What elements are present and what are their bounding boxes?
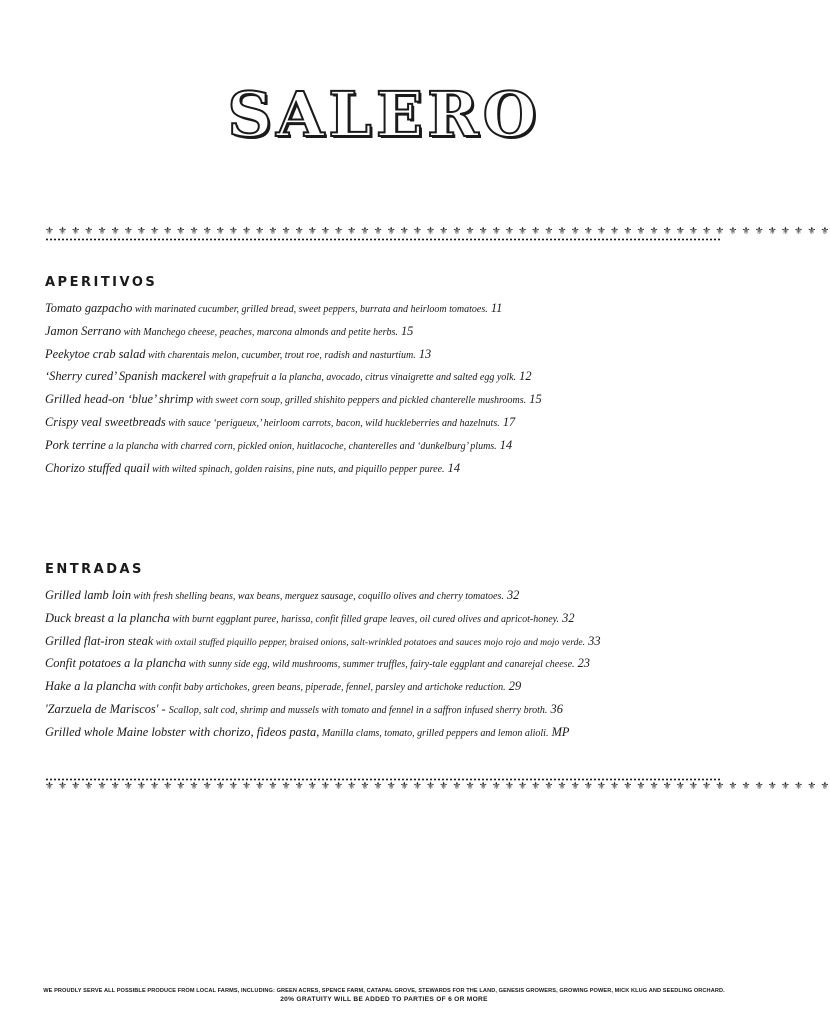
dish-price: 23 [574, 656, 591, 671]
menu-item [45, 342, 745, 365]
dish-description: with sauce ‘perigueux,’ heirloom carrots, bacon, wild huckleberries and hazelnuts. [165, 417, 500, 429]
menu-item [45, 720, 745, 743]
ornament-divider-top [45, 226, 830, 242]
section-title-entradas: ENTRADAS [45, 562, 144, 577]
dish-price: 32 [559, 610, 575, 625]
dish-name: Grilled whole Maine lobster with chorizo, fideos pasta, [45, 724, 320, 739]
menu-item [45, 296, 745, 319]
menu-item [45, 583, 745, 606]
restaurant-name: SALERO [227, 78, 541, 151]
menu-item [45, 319, 745, 342]
dish-name: Hake a la plancha [45, 679, 137, 694]
menu-item [45, 410, 745, 433]
menu-list-entradas [45, 583, 745, 743]
menu-item [45, 387, 745, 410]
dish-price: 13 [415, 346, 432, 361]
section-title-aperitivos: APERITIVOS [45, 275, 158, 290]
menu-item [45, 433, 745, 456]
dish-description: with burnt eggplant puree, harissa, confit filled grape leaves, oil cured olives and apricot-honey. [169, 613, 560, 625]
dish-name: Jamon Serrano [45, 323, 122, 338]
dish-description: with oxtail stuffed piquillo pepper, braised onions, salt-wrinkled potatoes and sauces mojo rojo and mojo verde. [153, 636, 586, 648]
dish-description: with wilted spinach, golden raisins, pine nuts, and piquillo pepper puree. [149, 463, 445, 475]
dish-price: 15 [397, 323, 414, 338]
menu-item [45, 651, 745, 674]
dish-price: 11 [487, 301, 503, 315]
menu-list-aperitivos [45, 296, 745, 478]
dish-price: 14 [496, 437, 513, 452]
dish-name: Confit potatoes a la plancha [45, 656, 187, 671]
menu-item [45, 697, 745, 720]
dish-price: 32 [503, 588, 520, 602]
dish-name: ‘Sherry cured’ Spanish mackerel [45, 369, 207, 384]
dish-name: Grilled lamb loin [45, 588, 132, 602]
dish-price: 15 [526, 392, 542, 407]
dish-description: with grapefruit a la plancha, avocado, citrus vinaigrette and salted egg yolk. [206, 372, 517, 384]
dish-price: 17 [499, 414, 516, 429]
menu-item [45, 364, 745, 387]
sourcing-note: WE PROUDLY SERVE ALL POSSIBLE PRODUCE FROM LOCAL FARMS, INCLUDING: GREEN ACRES, SPENCE FARM, CATAPAL GROVE, STEWARDS FOR THE LAND, GENESIS GROWERS, GROWING POWER, MICK KLUG AND SEEDLING ORCHARD. [43, 988, 725, 994]
ornament-divider-bottom [45, 778, 830, 794]
dish-description: with confit baby artichokes, green beans, piperade, fennel, parsley and artichoke reduction. [136, 682, 506, 694]
menu-item [45, 456, 745, 479]
dish-description: with Manchego cheese, peaches, marcona almonds and petite herbs. [121, 326, 398, 338]
dish-name: Chorizo stuffed quail [45, 460, 150, 475]
gratuity-note: 20% GRATUITY WILL BE ADDED TO PARTIES OF 6 OR MORE [280, 996, 488, 1003]
restaurant-logo [0, 78, 768, 151]
dish-name: Peekytoe crab salad [45, 346, 146, 361]
dish-description: Scallop, salt cod, shrimp and mussels with tomato and fennel in a saffron infused sherry broth. [168, 704, 548, 716]
dotted-rule [45, 238, 722, 241]
dish-price: 29 [505, 679, 522, 694]
dish-description: Manilla clams, tomato, grilled peppers and lemon alioli. [319, 727, 549, 739]
menu-item [45, 629, 745, 652]
dish-description: with fresh shelling beans, wax beans, merguez sausage, coquillo olives and cherry tomatoes. [131, 591, 504, 602]
dish-name: Grilled flat-iron steak [45, 633, 154, 648]
fleur-ornament-icon: ⚜ ⚜ ⚜ ⚜ ⚜ ⚜ ⚜ ⚜ ⚜ ⚜ ⚜ ⚜ ⚜ ⚜ ⚜ ⚜ ⚜ ⚜ ⚜ ⚜ ⚜ ⚜ ⚜ ⚜ ⚜ ⚜ ⚜ ⚜ ⚜ ⚜ ⚜ ⚜ ⚜ ⚜ ⚜ ⚜ ⚜ ⚜ ⚜ ⚜ ⚜ ⚜ ⚜ ⚜ ⚜ ⚜ ⚜ ⚜ ⚜ ⚜ ⚜ ⚜ ⚜ ⚜ ⚜ ⚜ ⚜ ⚜ ⚜ ⚜ [45, 781, 830, 792]
dish-description: with sweet corn soup, grilled shishito peppers and pickled chanterelle mushrooms. [193, 395, 527, 407]
menu-item [45, 674, 745, 697]
dish-price: 33 [585, 633, 601, 648]
dish-name: Duck breast a la plancha [45, 610, 170, 625]
fleur-ornament-icon: ⚜ ⚜ ⚜ ⚜ ⚜ ⚜ ⚜ ⚜ ⚜ ⚜ ⚜ ⚜ ⚜ ⚜ ⚜ ⚜ ⚜ ⚜ ⚜ ⚜ ⚜ ⚜ ⚜ ⚜ ⚜ ⚜ ⚜ ⚜ ⚜ ⚜ ⚜ ⚜ ⚜ ⚜ ⚜ ⚜ ⚜ ⚜ ⚜ ⚜ ⚜ ⚜ ⚜ ⚜ ⚜ ⚜ ⚜ ⚜ ⚜ ⚜ ⚜ ⚜ ⚜ ⚜ ⚜ ⚜ ⚜ ⚜ ⚜ ⚜ [45, 226, 830, 237]
menu-item [45, 606, 745, 629]
dish-description: with sunny side egg, wild mushrooms, summer truffles, fairy-tale eggplant and canarejal cheese. [186, 659, 575, 671]
dish-name: Grilled head-on ‘blue’ shrimp [45, 392, 194, 407]
dish-name: Tomato gazpacho [45, 301, 133, 315]
dish-description: with charentais melon, cucumber, trout roe, radish and nasturtium. [145, 349, 416, 361]
dish-description: with marinated cucumber, grilled bread, sweet peppers, burrata and heirloom tomatoes. [132, 304, 488, 315]
dish-name: 'Zarzuela de Mariscos' - [45, 701, 169, 716]
dish-price: MP [548, 724, 570, 739]
dish-price: 36 [547, 701, 563, 716]
dish-description: a la plancha with charred corn, pickled onion, huitlacoche, chanterelles and ‘dunkelburg’ plums. [105, 440, 497, 452]
dish-name: Pork terrine [45, 437, 106, 452]
dish-price: 14 [444, 460, 461, 475]
dish-price: 12 [516, 369, 532, 384]
dish-name: Crispy veal sweetbreads [45, 414, 166, 429]
